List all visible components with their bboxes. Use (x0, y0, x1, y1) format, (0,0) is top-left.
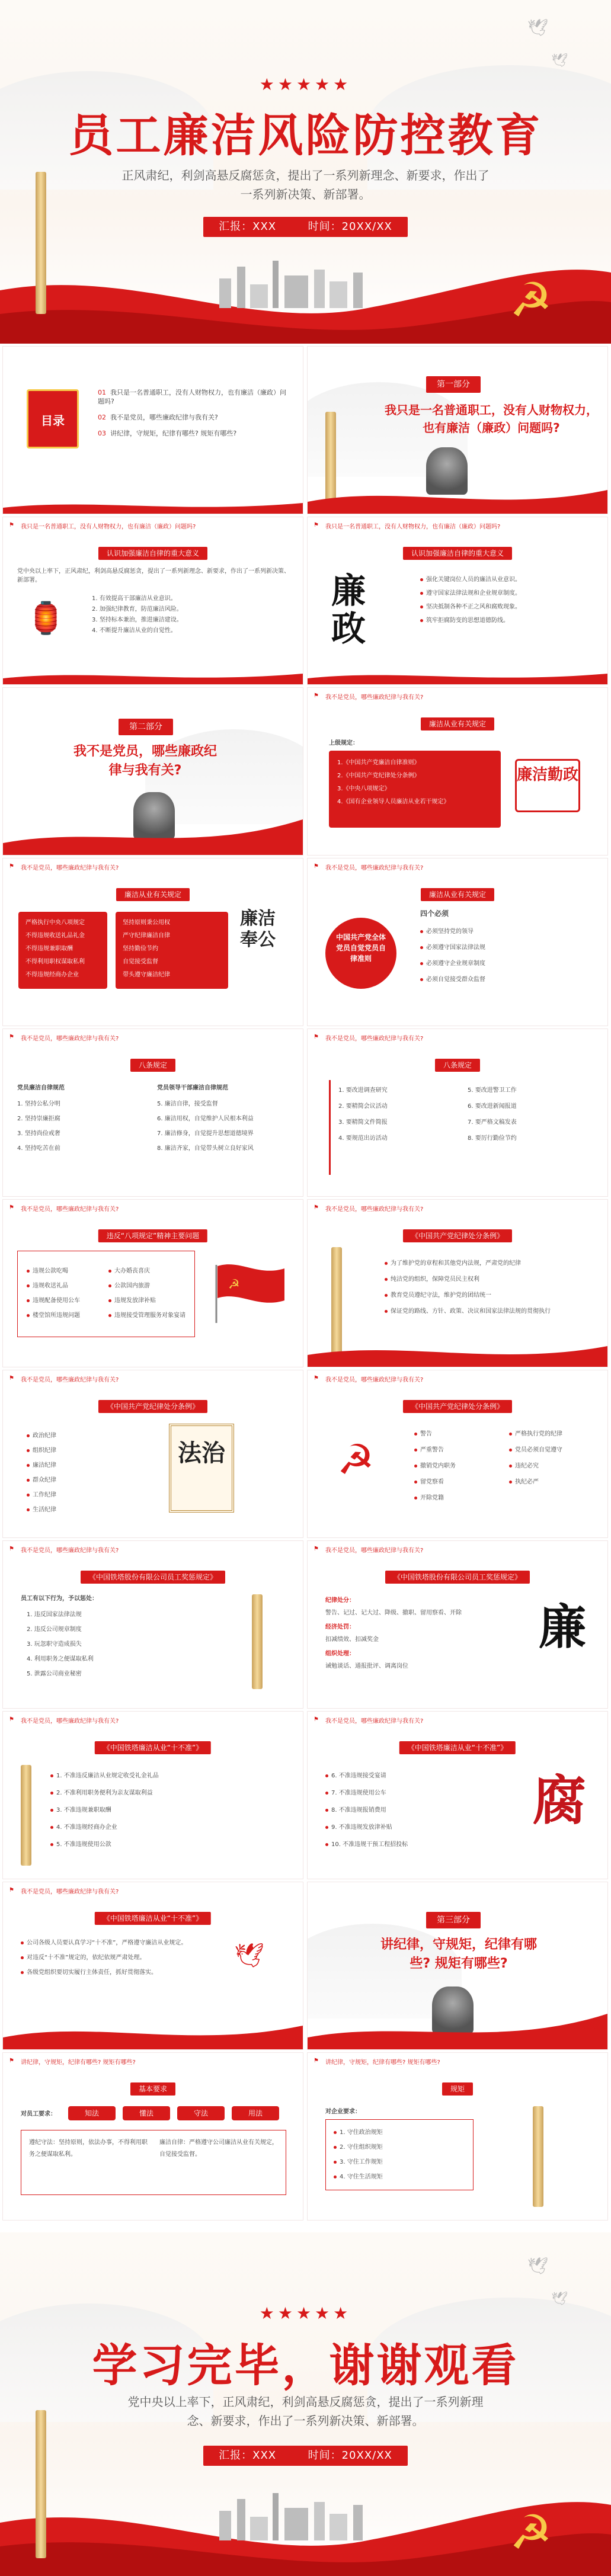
intro-text: 员工有以下行为，予以惩处： (21, 1595, 98, 1602)
rule-item: 4. 利用职务之便谋取私利 (27, 1656, 94, 1662)
rule-item: 坚持原则秉公用权 (123, 919, 170, 926)
rule-item: 公司各级人员要认真学习“十不准”，严格遵守廉洁从业规定。 (27, 1940, 187, 1946)
huabiao-pillar (252, 1594, 263, 1689)
rule-item: 5. 不准违规使用公款 (56, 1841, 111, 1848)
value: 警告、记过、记大过、降级、撤职、留用察看、开除 (325, 1610, 462, 1616)
dove-icon: 🕊 (551, 2292, 568, 2306)
dove-icon: 🕊 (234, 1942, 264, 1969)
point: 筑牢拒腐防变的思想道德防线。 (426, 617, 509, 624)
lantern-icon: 🏮 (27, 601, 65, 636)
part-label: 第二部分 (119, 719, 173, 735)
slide-rules (307, 687, 608, 856)
slide-header: 我不是党员，哪些廉政纪律与我有关? (21, 1889, 119, 1895)
toc-no: 03 (98, 430, 106, 437)
section-pill: 《中国共产党纪律处分条例》 (403, 1229, 512, 1242)
slide-header: 我只是一名普通职工，没有人财物权力，也有廉洁（廉政）问题吗? (21, 524, 196, 530)
huabiao-pillar (36, 2410, 46, 2558)
rule-item: 5. 廉洁自律，接受监督 (157, 1101, 218, 1107)
hero-end (0, 2232, 611, 2576)
rule-item: 严格执行中央八项规定 (25, 919, 85, 926)
point: 4. 不断提升廉洁从业的自觉性。 (92, 627, 177, 634)
slide-header: 我不是党员，哪些廉政纪律与我有关? (21, 1036, 119, 1042)
slide-four-musts (307, 858, 608, 1026)
violation-item: 违规收送礼品 (33, 1283, 68, 1289)
part-label: 第三部分 (426, 1912, 481, 1928)
purpose-item: 保证党的路线、方针、政策、决议和国家法律法规的贯彻执行 (391, 1308, 551, 1315)
must-item: 必须遵守企业规章制度 (426, 960, 485, 967)
tag: 知法 (68, 2106, 116, 2120)
toc-no: 02 (98, 414, 106, 421)
slide-header: 我不是党员，哪些廉政纪律与我有关? (21, 1547, 119, 1554)
rule-item: 8. 廉洁齐家，自觉带头树立良好家风 (157, 1145, 254, 1152)
section-pill: 廉洁从业有关规定 (421, 888, 494, 901)
core-circle: 中国共产党全体党员自觉党员自律准则 (325, 918, 396, 989)
part-title: 我不是党员，哪些廉政纪律与我有关? (73, 744, 217, 778)
value: 扣减绩效、扣减奖金 (325, 1636, 379, 1643)
violation-item: 公款国内旅游 (114, 1283, 150, 1289)
rule-item: 对违反“十不准”规定的，依纪依规严肃处理。 (27, 1955, 146, 1961)
section-pill: 《中国铁塔股份有限公司员工奖惩规定》 (385, 1571, 530, 1584)
bottom-wave (3, 498, 303, 514)
section-pill: 八条规定 (130, 1059, 175, 1072)
point: 强化关键岗位人员的廉洁从业意识。 (426, 576, 521, 583)
slide-header: 我不是党员，哪些廉政纪律与我有关? (21, 865, 119, 872)
slide-header: 我不是党员，哪些廉政纪律与我有关? (21, 1206, 119, 1213)
slide-company-2 (307, 1540, 608, 1709)
section-pill: 《中国铁塔廉洁从业“十不准”》 (95, 1741, 211, 1754)
rule-item: 3. 守住工作规矩 (340, 2159, 383, 2165)
city-skyline (213, 2487, 391, 2540)
rule-item: 2. 坚持崇廉拒腐 (17, 1116, 60, 1122)
purpose-item: 教育党员遵纪守法，维护党的团结统一 (391, 1292, 491, 1299)
hero-subtitle: 正风肃纪，利剑高悬反腐惩贪，提出了一系列新理念、新要求，作出了一系列新决策、新部署。 (121, 168, 490, 201)
flag-icon: ⚑ (9, 1546, 14, 1552)
flag-icon: ⚑ (9, 1034, 14, 1040)
rule-item: 1. 要改进调查研究 (338, 1087, 388, 1094)
lead-text: 对企业要求： (325, 2109, 361, 2115)
dove-icon: 🕊 (527, 2256, 549, 2276)
section-pill: 认识加强廉洁自律的重大意义 (403, 547, 512, 560)
slide-header: 我只是一名普通职工，没有人财物权力，也有廉洁（廉政）问题吗? (325, 524, 501, 530)
penalty-item: 留党察看 (420, 1479, 444, 1485)
huabiao-pillar (21, 1765, 31, 1866)
seal-stamp: 廉洁勤政 (515, 759, 580, 812)
point: 1. 有效提高干部廉洁从业意识。 (92, 595, 177, 602)
time: 时间：20XX/XX (308, 2449, 392, 2462)
bottom-wave (308, 478, 607, 514)
slide-part2 (2, 687, 303, 856)
rule-item: 3. 玩忽职守造成损失 (27, 1641, 82, 1648)
point: 坚决抵制各种不正之风和腐败现象。 (426, 604, 521, 610)
point: 2. 加强纪律教育，防范廉洁风险。 (92, 606, 183, 613)
right-text: 廉洁自律：严格遵守公司廉洁从业有关规定，自觉接受监督。 (159, 2139, 278, 2158)
section-pill: 《中国共产党纪律处分条例》 (403, 1400, 512, 1413)
slide-header: 我不是党员，哪些廉政纪律与我有关? (325, 1718, 424, 1725)
party-emblem-icon: ☭ (337, 1436, 375, 1484)
purpose-item: 为了维护党的章程和其他党内法规，严肃党的纪律 (391, 1260, 521, 1267)
bottom-wave (308, 2008, 607, 2049)
rule-item: 2. 守住组织规矩 (340, 2144, 383, 2151)
hero-info-bar (203, 217, 408, 237)
toc-item: 讲纪律，守规矩，纪律有哪些? 规矩有哪些? (110, 430, 237, 437)
section-pill: 廉洁从业有关规定 (421, 717, 494, 730)
flag-icon: ⚑ (9, 1716, 14, 1723)
flag-icon: ⚑ (9, 1204, 14, 1211)
slide-toc (2, 346, 303, 514)
hero-title: 员工廉洁风险防控教育 (68, 109, 543, 162)
slide-header: 讲纪律，守规矩，纪律有哪些? 规矩有哪些? (21, 2059, 136, 2066)
stars-decoration: ★★★★★ (259, 75, 352, 94)
flag-icon: ⚑ (314, 1716, 319, 1723)
slide-company (2, 1540, 303, 1709)
rule-item: 2. 要精简会议活动 (338, 1103, 388, 1110)
intro-text: 党中央以上率下，正风肃纪，利剑高悬反腐惩贪，提出了一系列新理念、新要求，作出了一系列新决策、新部署。 (17, 568, 290, 584)
rule-item: 10. 不准违规干预工程招投标 (331, 1841, 408, 1848)
rule-item: 不得违规收送礼品礼金 (25, 933, 85, 939)
rule-item: 2. 不准利用职务便利为亲友谋取利益 (56, 1790, 153, 1796)
purpose-item: 纯洁党的组织，保障党员民主权利 (391, 1276, 479, 1283)
discipline-item: 政治纪律 (33, 1433, 56, 1439)
section-pill: 违反“八项规定”精神主要问题 (98, 1229, 207, 1242)
flag-icon: ⚑ (314, 522, 319, 528)
rule-item: 3. 不准违规兼职取酬 (56, 1807, 111, 1814)
rule-item: 2.《中国共产党纪律处分条例》 (337, 773, 420, 779)
flag-icon: ⚑ (9, 2058, 14, 2064)
section-pill: 八条规定 (435, 1059, 480, 1072)
slide-header: 我不是党员，哪些廉政纪律与我有关? (325, 694, 424, 701)
slide-rules-3 (307, 2052, 608, 2221)
end-subtitle: 党中央以上率下，正风肃纪，利剑高悬反腐惩贪，提出了一系列新理念、新要求，作出了一系列新决策、新部署。 (127, 2395, 484, 2428)
violation-item: 违规公款吃喝 (33, 1268, 68, 1274)
slide-ten (2, 1711, 303, 1879)
slide-part1 (307, 346, 608, 514)
slide-header: 我不是党员，哪些廉政纪律与我有关? (21, 1718, 119, 1725)
presenter: 汇报：XXX (219, 220, 277, 233)
bottom-wave (3, 2014, 303, 2049)
value: 诫勉谈话、通报批评、调离岗位 (325, 1663, 408, 1670)
huabiao-pillar (36, 172, 46, 314)
section-pill: 规矩 (442, 2082, 473, 2096)
slide-header: 我不是党员，哪些廉政纪律与我有关? (325, 1036, 424, 1042)
rule-item: 8. 不准违规报销费用 (331, 1807, 386, 1814)
four-title: 四个必须 (420, 909, 449, 918)
rule-item: 3.《中央八项规定》 (337, 786, 391, 792)
slide-eight-2 (307, 1029, 608, 1197)
discipline-item: 生活纪律 (33, 1507, 56, 1513)
flag-icon: ⚑ (314, 1375, 319, 1382)
tag: 懂法 (123, 2106, 170, 2120)
key: 组织处理： (325, 1651, 355, 1657)
slide-importance (2, 517, 303, 685)
rule-item: 不得违规经商办企业 (25, 972, 79, 978)
rule-item: 7. 不准违规使用公车 (331, 1790, 386, 1796)
slide-discipline-2 (2, 1370, 303, 1538)
rule-item: 6. 不准违规接受宴请 (331, 1773, 386, 1779)
bottom-wave (308, 669, 607, 684)
rule-item: 7. 要严格文稿发表 (468, 1119, 517, 1126)
slide-discipline-3 (307, 1370, 608, 1538)
rule-item: 不得利用职权谋取私利 (25, 959, 85, 965)
discipline-item: 廉洁纪律 (33, 1462, 56, 1469)
slide-header: 我不是党员，哪些廉政纪律与我有关? (325, 1547, 424, 1554)
must-item: 必须坚持党的领导 (426, 928, 474, 935)
rule-item: 各级党组织要切实履行主体责任，抓好贯彻落实。 (27, 1969, 157, 1976)
slide-eight (2, 1029, 303, 1197)
flag-icon: ⚑ (9, 1375, 14, 1382)
violation-item: 违规发放津补贴 (114, 1297, 156, 1304)
bottom-wave (3, 813, 303, 855)
rule-item: 4. 守住生活规矩 (340, 2174, 383, 2180)
penalty-item: 违纪必究 (515, 1463, 539, 1469)
presenter: 汇报：XXX (219, 2449, 277, 2462)
rule-item: 坚持勤俭节约 (123, 946, 158, 952)
tag: 用法 (232, 2106, 279, 2120)
slide-header: 讲纪律，守规矩，纪律有哪些? 规矩有哪些? (325, 2059, 440, 2066)
point: 3. 坚持标本兼治，推进廉洁建设。 (92, 617, 183, 623)
rule-item: 严守纪律廉洁自律 (123, 933, 170, 939)
discipline-item: 工作纪律 (33, 1492, 56, 1498)
toc-label-box (27, 389, 79, 448)
slide-rules-2 (2, 858, 303, 1026)
end-info-bar (203, 2446, 408, 2466)
penalty-item: 撤销党内职务 (420, 1463, 456, 1469)
part-title: 我只是一名普通职工，没有人财物权力，也有廉洁（廉政）问题吗? (385, 403, 598, 435)
rule-item: 9. 不准违规发放津补贴 (331, 1824, 392, 1831)
penalty-item: 警告 (420, 1431, 432, 1437)
must-item: 必须遵守国家法律法规 (426, 944, 485, 951)
huabiao-pillar (533, 2106, 543, 2207)
section-pill: 《中国铁塔廉洁从业“十不准”》 (399, 1741, 516, 1754)
toc-item: 我不是党员，哪些廉政纪律与我有关? (110, 414, 218, 421)
part-title: 讲纪律，守规矩，纪律有哪些? 规矩有哪些? (380, 1937, 537, 1971)
rule-item: 自觉接受监督 (123, 959, 158, 965)
penalty-item: 执纪必严 (515, 1479, 539, 1485)
calligraphy-char: 廉洁奉公 (240, 908, 276, 950)
section-pill: 基本要求 (130, 2082, 175, 2096)
rule-item: 4. 不准违规经商办企业 (56, 1824, 117, 1831)
rule-item: 8. 要厉行勤俭节约 (468, 1135, 517, 1142)
svg-text:☭: ☭ (228, 1277, 240, 1292)
slide-discipline (307, 1199, 608, 1367)
dove-icon: 🕊 (527, 18, 549, 37)
calligraphy-char: 廉 (539, 1599, 586, 1655)
rule-item: 7. 廉洁修身，自觉提升思想道德境界 (157, 1130, 254, 1137)
flag-icon: ⚑ (9, 522, 14, 528)
section-pill: 廉洁从业有关规定 (116, 888, 190, 901)
bottom-wave (308, 1337, 607, 1367)
rule-item: 5. 要改进警卫工作 (468, 1087, 517, 1094)
left-title: 党员廉洁自律规范 (17, 1085, 65, 1091)
rule-item: 带头遵守廉洁纪律 (123, 972, 170, 978)
slide-ten-2 (307, 1711, 608, 1879)
must-item: 必须自觉接受群众监督 (426, 976, 485, 983)
toc-no: 01 (98, 389, 106, 396)
rule-item: 4. 要规范出访活动 (338, 1135, 388, 1142)
bottom-wave (3, 669, 303, 684)
tag: 守法 (177, 2106, 225, 2120)
rule-item: 4.《国有企业领导人员廉洁从业若干规定》 (337, 799, 450, 805)
right-title: 党员领导干部廉洁自律规范 (157, 1085, 228, 1091)
flag-icon: ⚑ (314, 2058, 319, 2064)
slide-header: 我不是党员，哪些廉政纪律与我有关? (325, 1206, 424, 1213)
toc-item: 我只是一名普通职工，没有人财物权力，也有廉洁（廉政）问题吗? (98, 389, 286, 405)
slide-ten-3 (2, 1882, 303, 2050)
rule-item: 1. 违反国家法律法规 (27, 1611, 82, 1618)
slide-header: 我不是党员，哪些廉政纪律与我有关? (325, 1377, 424, 1383)
slide-header: 我不是党员，哪些廉政纪律与我有关? (325, 865, 424, 872)
violation-item: 违规接受管理服务对象宴请 (114, 1312, 185, 1319)
flag-icon: ⚑ (314, 1204, 319, 1211)
slide-basic (2, 2052, 303, 2221)
time: 时间：20XX/XX (308, 220, 392, 233)
rule-item: 5. 泄露公司商业秘密 (27, 1671, 82, 1677)
stars-decoration: ★★★★★ (259, 2303, 352, 2323)
hero-cover (0, 0, 611, 344)
discipline-item: 组织纪律 (33, 1447, 56, 1454)
penalty-item: 严重警告 (420, 1447, 444, 1453)
basis-label: 上级规定： (329, 740, 359, 746)
rule-item: 不得违规兼职取酬 (25, 946, 73, 952)
rule-item: 1. 不准违反廉洁从业规定收受礼金礼品 (56, 1773, 159, 1779)
section-pill: 认识加强廉洁自律的重大意义 (98, 547, 207, 560)
toc-label: 目录 (41, 414, 65, 428)
section-pill: 《中国铁塔廉洁从业“十不准”》 (95, 1912, 211, 1925)
rule-item: 4. 坚持吃苦在前 (17, 1145, 60, 1152)
end-title: 学习完毕，谢谢观看 (92, 2339, 519, 2392)
calligraphy-char: 法治 (178, 1439, 225, 1467)
calligraphy-char: 腐 (533, 1769, 586, 1832)
penalty-item: 开除党籍 (420, 1495, 444, 1501)
flag-icon: ⚑ (314, 693, 319, 699)
party-flag-image (210, 1259, 287, 1324)
flag-icon: ⚑ (314, 1034, 319, 1040)
flag-icon: ⚑ (314, 863, 319, 870)
rule-item: 1.《中国共产党廉洁自律准则》 (337, 760, 420, 766)
slide-header: 我不是党员，哪些廉政纪律与我有关? (21, 1377, 119, 1383)
slide-importance-2 (307, 517, 608, 685)
rule-item: 3. 坚持尚俭戒奢 (17, 1130, 60, 1137)
rule-item: 3. 要精简文件简报 (338, 1119, 388, 1126)
violation-item: 违规配备使用公车 (33, 1297, 80, 1304)
party-emblem-icon: ☭ (510, 2505, 552, 2560)
rule-item: 1. 坚持公私分明 (17, 1101, 60, 1107)
key: 纪律处分： (325, 1597, 355, 1604)
section-pill: 《中国共产党纪律处分条例》 (98, 1400, 207, 1413)
section-pill: 《中国铁塔股份有限公司员工奖惩规定》 (81, 1571, 225, 1584)
calligraphy-char: 廉政 (331, 571, 366, 649)
flag-icon: ⚑ (9, 1887, 14, 1893)
penalty-item: 严格执行党的纪律 (515, 1431, 562, 1437)
flag-icon: ⚑ (9, 863, 14, 870)
violation-item: 大办婚丧喜庆 (114, 1268, 150, 1274)
party-emblem-icon: ☭ (510, 273, 552, 328)
violation-item: 楼堂馆所违规问题 (33, 1312, 80, 1319)
city-skyline (213, 255, 391, 308)
rule-item: 6. 廉洁用权，自觉维护人民根本利益 (157, 1116, 254, 1122)
penalty-item: 党员必须自觉遵守 (515, 1447, 562, 1453)
rule-item: 2. 违反公司规章制度 (27, 1626, 82, 1633)
lead-text: 对员工要求： (21, 2111, 56, 2117)
left-text: 遵纪守法：坚持原则，依法办事，不得利用职务之便谋取私利。 (29, 2139, 148, 2158)
slide-part3 (307, 1882, 608, 2050)
slide-violations (2, 1199, 303, 1367)
discipline-item: 群众纪律 (33, 1477, 56, 1484)
rule-item: 1. 守住政治规矩 (340, 2129, 383, 2136)
point: 遵守国家法律法规和企业规章制度。 (426, 590, 521, 597)
flag-icon: ⚑ (314, 1546, 319, 1552)
part-label: 第一部分 (426, 376, 481, 393)
rule-item: 6. 要改进新闻报道 (468, 1103, 517, 1110)
dove-icon: 🕊 (551, 53, 568, 68)
key: 经济处罚： (325, 1624, 355, 1630)
